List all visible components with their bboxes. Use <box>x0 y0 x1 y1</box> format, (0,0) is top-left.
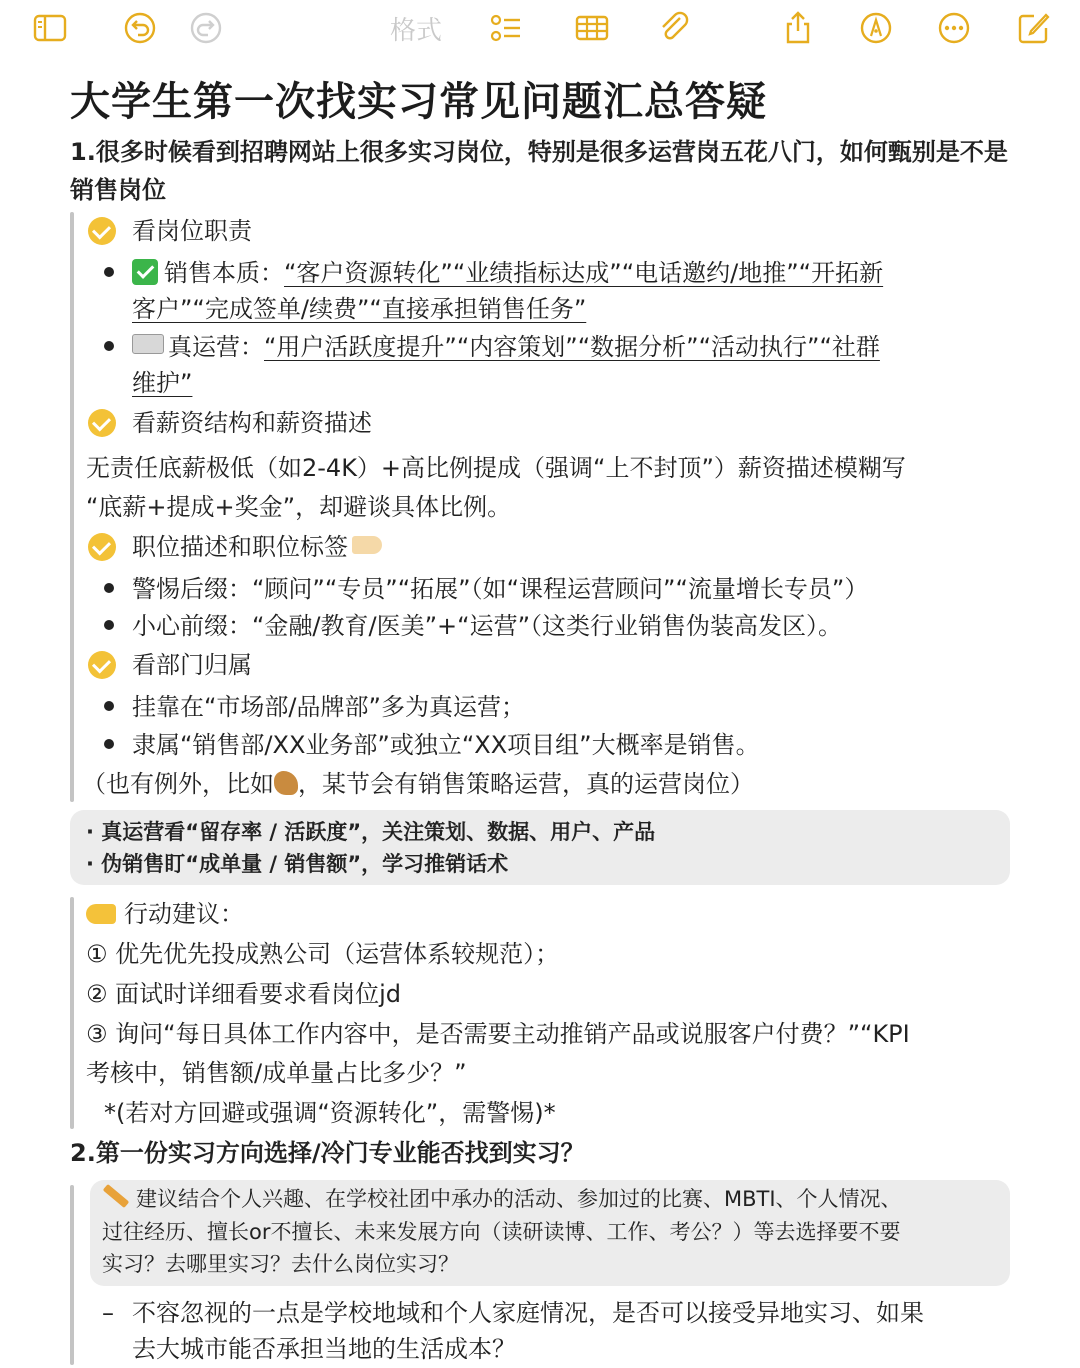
list-item-text: “用户活跃度提升”“内容策划”“数据分析”“活动执行”“社群 <box>264 333 880 361</box>
summary-line[interactable]: · 伪销售盯“成单量 / 销售额”，学习推销话术 <box>86 852 509 876</box>
markup-icon[interactable] <box>856 8 896 48</box>
list-item-prefix: 销售本质： <box>164 259 284 287</box>
block-quote-bar <box>70 897 74 1129</box>
note-text: （也有例外，比如 <box>82 770 274 798</box>
label-tag-icon <box>352 536 382 554</box>
list-item[interactable] <box>132 328 880 366</box>
bullet-icon <box>104 701 114 711</box>
paragraph-note[interactable] <box>82 765 754 803</box>
paragraph-line[interactable]: “底薪+提成+奖金”，却避谈具体比例。 <box>86 493 512 521</box>
section-label-text: 职位描述和职位标签 <box>132 533 348 561</box>
advice-label-text: 行动建议： <box>124 900 244 928</box>
undo-icon[interactable] <box>120 8 160 48</box>
list-item-continued[interactable]: 维护” <box>132 369 193 397</box>
section-label[interactable] <box>132 528 382 566</box>
checkmark-icon <box>88 533 116 561</box>
list-item[interactable]: 小心前缀：“金融/教育/医美”+“运营”（这类行业销售伪装高发区）。 <box>132 612 843 640</box>
bullet-icon <box>104 583 114 593</box>
advice-item[interactable]: ① 优先优先投成熟公司（运营体系较规范）； <box>86 940 560 968</box>
section-label[interactable]: 看薪资结构和薪资描述 <box>132 409 372 437</box>
checkmark-icon <box>88 651 116 679</box>
list-item[interactable]: 不容忽视的一点是学校地域和个人家庭情况，是否可以接受异地实习、如果 <box>132 1299 924 1327</box>
list-item[interactable] <box>132 254 883 292</box>
note-text: ，某节会有销售策略运营，真的运营岗位） <box>298 770 754 798</box>
kangaroo-icon <box>274 771 298 795</box>
question-2-heading[interactable]: 2.第一份实习方向选择/冷门专业能否找到实习？ <box>70 1139 585 1167</box>
green-check-icon <box>132 259 158 285</box>
suggestion-line[interactable] <box>102 1183 902 1215</box>
toolbar <box>0 0 1080 56</box>
checkmark-icon <box>88 409 116 437</box>
attachment-icon[interactable] <box>654 8 694 48</box>
pencil-icon <box>103 1184 130 1208</box>
advice-label[interactable] <box>86 895 244 933</box>
advice-item-continued[interactable]: 考核中，销售额/成单量占比多少？” <box>86 1059 467 1087</box>
list-item-text: “客户资源转化”“业绩指标达成”“电话邀约/地推”“开拓新 <box>284 259 884 287</box>
suggestion-text: 建议结合个人兴趣、在学校社团中承办的活动、参加过的比赛、MBTI、个人情况、 <box>136 1187 902 1211</box>
sidebar-icon[interactable] <box>30 8 70 48</box>
list-item[interactable]: 警惕后缀：“顾问”“专员”“拓展”（如“课程运营顾问”“流量增长专员”） <box>132 575 869 603</box>
bullet-icon <box>104 620 114 630</box>
advice-note[interactable]: *(若对方回避或强调“资源转化”，需警惕)* <box>104 1099 556 1127</box>
section-label[interactable]: 看岗位职责 <box>132 217 252 245</box>
question-1-heading[interactable]: 1.很多时候看到招聘网站上很多实习岗位，特别是很多运营岗五花八门，如何甄别是不是销售岗位 <box>70 138 1008 204</box>
suggestion-line[interactable]: 过往经历、擅长or不擅长、未来发展方向（读研读博、工作、考公？）等去选择要不要 <box>102 1220 901 1244</box>
redo-icon[interactable] <box>186 8 226 48</box>
list-item[interactable]: 隶属“销售部/XX业务部”或独立“XX项目组”大概率是销售。 <box>132 731 760 759</box>
format-button[interactable]: 格式 <box>390 16 443 46</box>
advice-item[interactable]: ② 面试时详细看要求看岗位jd <box>86 980 402 1008</box>
suggestion-line[interactable]: 实习？去哪里实习？去什么岗位实习？ <box>102 1252 459 1276</box>
share-icon[interactable] <box>778 8 818 48</box>
block-quote-bar <box>70 1185 74 1365</box>
advice-item[interactable]: ③ 询问“每日具体工作内容中，是否需要主动推销产品或说服客户付费？”“KPI <box>86 1020 910 1048</box>
block-quote-bar <box>70 212 74 802</box>
list-item-prefix: 真运营： <box>168 333 264 361</box>
section-label[interactable]: 看部门归属 <box>132 651 252 679</box>
paragraph-line[interactable]: 无责任底薪极低（如2-4K）+高比例提成（强调“上不封顶”）薪资描述模糊写 <box>86 454 906 482</box>
table-icon[interactable] <box>572 8 612 48</box>
list-item-continued[interactable]: 去大城市能否承担当地的生活成本？ <box>132 1335 516 1363</box>
bullet-icon <box>104 739 114 749</box>
compose-icon[interactable] <box>1014 8 1054 48</box>
dash-bullet-icon: – <box>102 1299 114 1327</box>
bullet-icon <box>104 267 114 277</box>
checkmark-icon <box>88 217 116 245</box>
list-item[interactable]: 挂靠在“市场部/品牌部”多为真运营； <box>132 693 525 721</box>
pointing-hand-icon <box>86 904 116 924</box>
note-title[interactable]: 大学生第一次找实习常见问题汇总答疑 <box>70 79 767 125</box>
summary-line[interactable]: · 真运营看“留存率 / 活跃度”，关注策划、数据、用户、产品 <box>86 820 656 844</box>
list-item-continued[interactable]: 客户”“完成签单/续费”“直接承担销售任务” <box>132 295 587 323</box>
keyboard-icon <box>132 334 164 354</box>
bullet-icon <box>104 341 114 351</box>
checklist-icon[interactable] <box>486 8 526 48</box>
more-icon[interactable] <box>934 8 974 48</box>
